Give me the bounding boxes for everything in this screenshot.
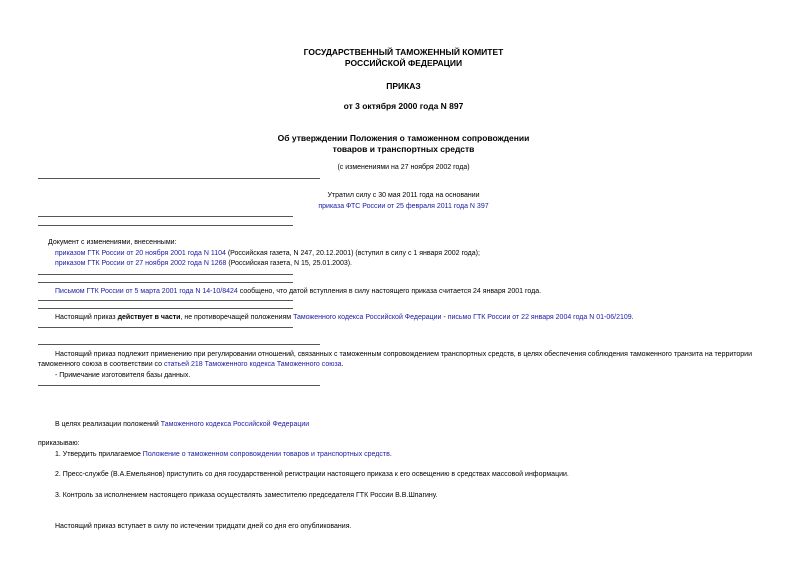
status-line: Утратил силу с 30 мая 2011 года на основании <box>327 192 480 199</box>
changes-item-1 <box>55 249 480 258</box>
clause-2: 2. Пресс-службе (В.А.Емельянов) приступить со дня государственной регистрации настоящего приказа к его освещению в средствах массовой информации. <box>55 471 569 478</box>
clause-1 <box>55 450 392 459</box>
effective-clause: Настоящий приказ вступает в силу по истечении тридцати дней со дня его опубликования. <box>55 523 352 530</box>
application-note-line1: Настоящий приказ подлежит применению при регулировании отношений, связанных с таможенным сопровождением транспортных средств, в целях обеспечения соблюдения таможенного транзита на территории <box>55 351 752 358</box>
partial-validity-end: . <box>631 314 634 321</box>
divider <box>38 225 293 226</box>
application-note-end: . <box>341 361 344 368</box>
doc-title-line2: товаров и транспортных средств <box>332 144 475 154</box>
changes-item-2 <box>55 259 352 268</box>
clause-3: 3. Контроль за исполнением настоящего приказа осуществлять заместителю председателя ГТК России В.В.Шпагину. <box>55 492 438 499</box>
effective-date-note <box>55 287 541 296</box>
application-note-pre: таможенного союза в соответствии со <box>38 361 164 368</box>
changes-item-1-text: (Российская газета, N 247, 20.12.2001) (вступил в силу с 1 января 2002 года); <box>225 250 480 257</box>
db-maker-note: - Примечание изготовителя базы данных. <box>55 372 191 379</box>
customs-code-link[interactable]: Таможенного кодекса Российской Федерации <box>293 314 442 321</box>
repeal-order-link[interactable]: приказа ФТС России от 25 февраля 2011 года N 397 <box>318 203 489 210</box>
divider <box>38 282 293 283</box>
preamble-text: В целях реализации положений <box>55 421 161 428</box>
customs-code-rf-link[interactable]: Таможенного кодекса Российской Федерации <box>160 421 310 428</box>
org-name-line2: РОССИЙСКОЙ ФЕДЕРАЦИИ <box>344 58 463 68</box>
divider <box>38 300 293 301</box>
clause-1-end: . <box>389 451 392 458</box>
divider <box>38 308 293 309</box>
partial-validity-pre: Настоящий приказ <box>55 314 118 321</box>
application-note-line2 <box>38 360 344 369</box>
partial-validity-sep: - <box>441 314 448 321</box>
order-1104-link[interactable]: приказом ГТК России от 20 ноября 2001 года N 1104 <box>55 250 226 257</box>
divider <box>38 385 320 386</box>
divider <box>38 216 293 217</box>
divider <box>38 344 320 345</box>
letter-01-06-2109-link[interactable]: письмо ГТК России от 22 января 2004 года N 01-06/2109 <box>447 314 632 321</box>
article-218-link[interactable]: статьей 218 Таможенного кодекса Таможенного союза <box>163 361 342 368</box>
doc-title-line1: Об утверждении Положения о таможенном сопровождении <box>277 133 530 143</box>
doc-type: ПРИКАЗ <box>386 81 421 91</box>
regulation-link[interactable]: Положение о таможенном сопровождении товаров и транспортных средств <box>142 451 390 458</box>
partial-validity-bold: действует в части <box>117 314 181 321</box>
amendment-note: (с изменениями на 27 ноября 2002 года) <box>337 164 470 171</box>
changes-item-2-text: (Российская газета, N 15, 25.01.2003). <box>226 260 353 267</box>
letter-14-10-8424-link[interactable]: Письмом ГТК России от 5 марта 2001 года N 14-10/8424 <box>55 288 238 295</box>
clause-1-pre: 1. Утвердить прилагаемое <box>55 451 143 458</box>
doc-date-number: от 3 октября 2000 года N 897 <box>343 101 464 111</box>
partial-validity-note <box>55 313 634 322</box>
partial-validity-mid: , не противоречащей положениям <box>180 314 294 321</box>
divider <box>38 178 320 179</box>
orders-word: приказываю: <box>38 440 80 447</box>
changes-intro: Документ с изменениями, внесенными: <box>48 239 177 246</box>
org-name-line1: ГОСУДАРСТВЕННЫЙ ТАМОЖЕННЫЙ КОМИТЕТ <box>303 47 504 57</box>
preamble <box>55 420 309 429</box>
divider <box>38 274 293 275</box>
order-1268-link[interactable]: приказом ГТК России от 27 ноября 2002 года N 1268 <box>55 260 227 267</box>
effective-date-text: сообщено, что датой вступления в силу настоящего приказа считается 24 января 2001 года. <box>237 288 542 295</box>
divider <box>38 327 293 328</box>
